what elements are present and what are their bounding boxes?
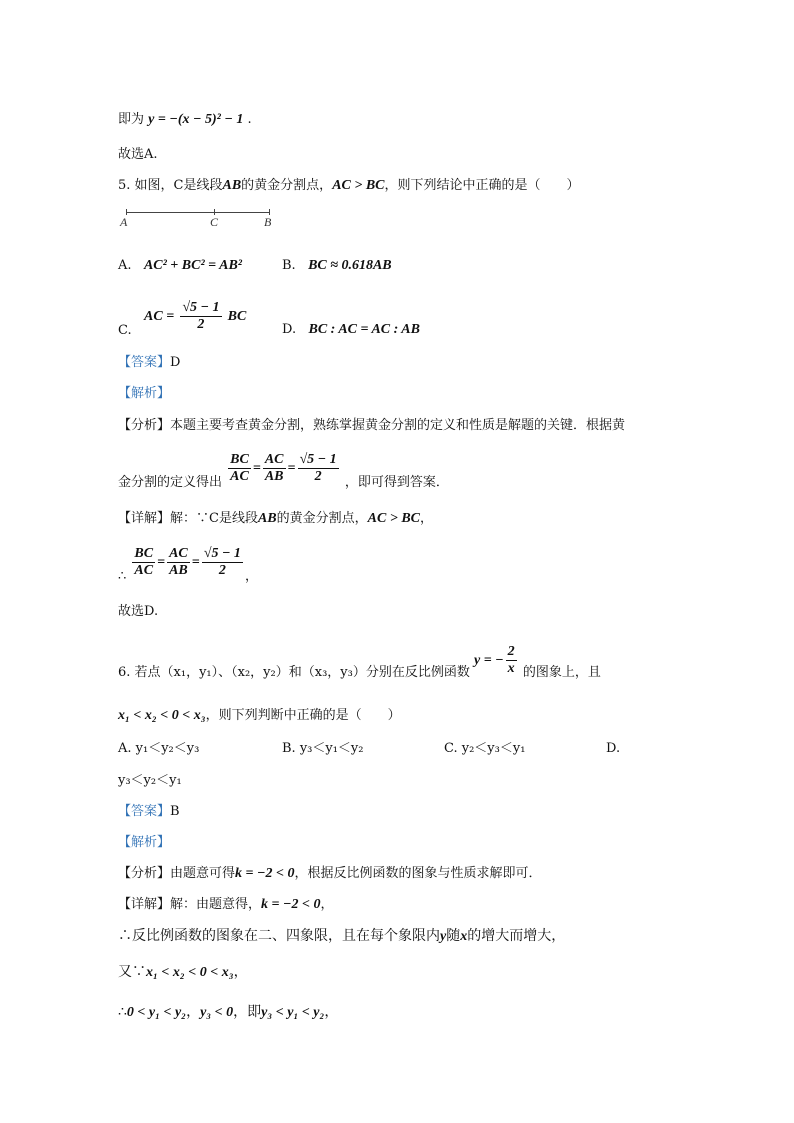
text: ， xyxy=(244,569,258,585)
text: ， xyxy=(420,511,434,526)
text: ，则下列判断中正确的是（ ） xyxy=(205,708,401,723)
option-label: B. xyxy=(282,258,296,273)
option-text: BC : AC = AC : AB xyxy=(308,322,420,337)
xiangjie-5 xyxy=(118,511,433,528)
select-a: 故选A. xyxy=(118,147,158,162)
numerator: AC xyxy=(263,452,286,469)
segment-name: AB xyxy=(257,511,277,526)
text: ， xyxy=(186,1004,201,1020)
text: 由题意可得 xyxy=(170,866,236,881)
numerator: AC xyxy=(167,546,190,563)
text: ， xyxy=(320,897,334,912)
denominator: x xyxy=(507,661,515,677)
label-c: C xyxy=(210,215,219,229)
text: ，即可得到答案． xyxy=(344,475,449,491)
variable-x: x xyxy=(460,929,468,944)
text: 的增大而增大， xyxy=(467,928,566,944)
tag: 【分析】 xyxy=(118,418,171,433)
question-6-stem xyxy=(118,644,601,681)
text: ，则下列结论中正确的是（ ） xyxy=(384,178,580,193)
fraction-golden xyxy=(202,546,243,579)
text: 的图象上，且 xyxy=(522,665,601,681)
option-text: AC = xyxy=(144,309,175,325)
option-label: C. xyxy=(118,323,132,339)
question-5-stem xyxy=(118,178,580,195)
text: 解：由题意得， xyxy=(170,897,262,912)
variable-y: y xyxy=(440,929,447,944)
option-label: A. xyxy=(118,258,132,273)
text: 即为 xyxy=(118,112,145,127)
text: ∴反比例函数的图象在二、四象限，且在每个象限内 xyxy=(118,928,440,944)
fraction-golden xyxy=(298,452,339,485)
numerator: BC xyxy=(132,546,155,563)
fenxi-6 xyxy=(118,866,542,883)
text: 随 xyxy=(446,928,461,944)
label-b: B xyxy=(264,215,272,229)
denominator: 2 xyxy=(314,469,322,485)
option-b xyxy=(282,258,392,275)
option-6d: y₃＜y₂＜y₁ xyxy=(118,773,182,788)
fraction-ac-ab xyxy=(263,452,286,485)
option-6b: B. y₃＜y₁＜y₂ xyxy=(282,741,364,756)
fraction-bc-ac xyxy=(228,452,251,485)
equation: y = −(x − 5)² − 1 xyxy=(148,112,244,127)
denominator: AC xyxy=(134,563,154,579)
equation: k = −2 < 0 xyxy=(235,866,295,881)
equation: k = −2 < 0 xyxy=(261,897,321,912)
text: ∴ xyxy=(118,1004,127,1020)
denominator: 2 xyxy=(218,563,226,579)
numerator: 2 xyxy=(506,644,517,661)
denominator: AB xyxy=(264,469,284,485)
analysis-tag-5: 【解析】 xyxy=(118,386,171,401)
option-a xyxy=(118,258,242,275)
fraction-ac-ab xyxy=(167,546,190,579)
fenxi-5 xyxy=(118,418,625,434)
select-d: 故选D. xyxy=(118,604,159,619)
equation: y₃ < 0 xyxy=(200,1005,234,1020)
answer-tag: 【答案】 xyxy=(118,804,171,819)
condition: x₁ < x₂ < 0 < x₃ xyxy=(118,708,206,723)
numerator: √5 − 1 xyxy=(202,546,243,563)
denominator: AB xyxy=(169,563,188,579)
conclusion-line xyxy=(118,1004,338,1022)
question-6-cond xyxy=(118,708,401,725)
function: y = − xyxy=(473,653,504,669)
answer-value: D xyxy=(170,355,181,370)
tag: 【详解】 xyxy=(118,897,171,912)
equation: y₃ < y₁ < y₂ xyxy=(261,1005,325,1020)
fraction xyxy=(180,300,221,333)
option-text: BC ≈ 0.618AB xyxy=(308,258,392,273)
equation: 0 < y₁ < y₂ xyxy=(126,1005,187,1020)
option-6d-label: D. xyxy=(606,741,621,756)
text: 金分割的定义得出 xyxy=(118,475,223,491)
analysis-tag-6: 【解析】 xyxy=(118,835,171,850)
text: 的黄金分割点， xyxy=(276,511,368,526)
text: ，即 xyxy=(233,1004,262,1020)
option-6c: C. y₂＜y₃＜y₁ xyxy=(444,741,526,756)
answer-tag: 【答案】 xyxy=(118,355,171,370)
text: 解：∵C是线段 xyxy=(170,511,258,526)
text: ， xyxy=(324,1004,339,1020)
tag: 【详解】 xyxy=(118,511,171,526)
fraction-bc-ac xyxy=(132,546,155,579)
text: 又∵ xyxy=(118,964,146,980)
denominator: 2 xyxy=(197,317,205,333)
answer-6 xyxy=(118,804,180,820)
option-c xyxy=(118,300,246,339)
text: . xyxy=(247,112,252,127)
numerator: √5 − 1 xyxy=(298,452,339,469)
fraction-2-x xyxy=(506,644,517,677)
answer-value: B xyxy=(170,804,180,819)
fenxi-5-line2: 金分割的定义得出 $\frac{BC}{AC}$ = $\frac{AC}{AB}$ = $\frac{√5 - 1}{2}$ ，即可得到答案． xyxy=(118,452,449,491)
line-result xyxy=(118,112,252,129)
condition: AC > BC xyxy=(332,178,385,193)
segment-name: AB xyxy=(222,178,242,193)
denominator: AC xyxy=(230,469,249,485)
condition: AC > BC xyxy=(367,511,421,526)
tag: 【分析】 xyxy=(118,866,171,881)
answer-5 xyxy=(118,355,180,371)
text: 本题主要考查黄金分割，熟练掌握黄金分割的定义和性质是解题的关键．根据黄 xyxy=(170,418,626,433)
option-6a: A. y₁＜y₂＜y₃ xyxy=(118,741,200,756)
option-text: AC² + BC² = AB² xyxy=(143,258,242,273)
numerator: √5 − 1 xyxy=(180,300,221,317)
segment-line xyxy=(126,212,270,213)
numerator: BC xyxy=(228,452,251,469)
you-line xyxy=(118,964,248,982)
therefore-symbol: ∴ xyxy=(118,569,127,585)
equation: x₁ < x₂ < 0 < x₃ xyxy=(146,965,234,980)
text: 5. 如图，C是线段 xyxy=(118,178,223,193)
therefore-line: ∴ $\frac{BC}{AC}$ = $\frac{AC}{AB}$ = $\frac{√5 - 1}{2}$ ， xyxy=(118,546,258,585)
xiangjie-6 xyxy=(118,897,334,914)
quadrant-line xyxy=(118,928,565,946)
label-a: A xyxy=(120,215,128,229)
text: ， xyxy=(233,964,248,980)
text: ，根据反比例函数的图象与性质求解即可． xyxy=(294,866,542,881)
option-text: BC xyxy=(227,309,247,325)
option-label: D. xyxy=(282,322,297,337)
option-d xyxy=(282,322,420,339)
text: 6. 若点（x₁，y₁）、（x₂，y₂）和（x₃，y₃）分别在反比例函数 xyxy=(118,665,470,681)
text: 的黄金分割点， xyxy=(241,178,333,193)
